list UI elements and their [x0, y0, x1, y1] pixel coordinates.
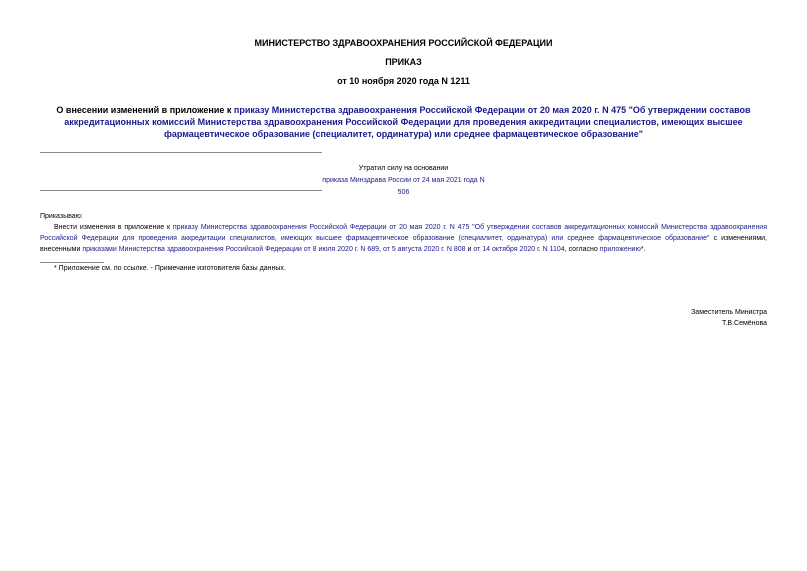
paragraph-link-808[interactable]: от 5 августа 2020 г. N 808: [382, 246, 466, 253]
subject-prefix: О внесении изменений в приложение к: [56, 105, 234, 115]
doc-subject: [40, 104, 767, 140]
paragraph-text: , согласно: [564, 246, 600, 253]
signature-block: [691, 307, 767, 329]
paragraph-link-appendix[interactable]: приложению: [599, 246, 641, 253]
divider-bottom: [40, 190, 322, 191]
doc-type: ПРИКАЗ: [385, 57, 422, 67]
paragraph-link-689[interactable]: приказами Министерства здравоохранения Российской Федерации от 8 июля 2020 г. N 689: [82, 246, 380, 253]
doc-date-number: от 10 ноября 2020 года N 1211: [337, 76, 470, 86]
signature-name: Т.В.Семёнова: [721, 320, 767, 327]
subject-link[interactable]: приказу Министерства здравоохранения Российской Федерации от 20 мая 2020 г. N 475 "Об утверждении составов аккредитационных комиссий Министерства здравоохранения Российской Федерации для проведения аккредитации специалистов, имеющих высшее фармацевтическое образование (специалитет, ординатура) или среднее фармацевтическое образование": [64, 105, 751, 139]
ministry-title: МИНИСТЕРСТВО ЗДРАВООХРАНЕНИЯ РОССИЙСКОЙ ФЕДЕРАЦИИ: [254, 38, 553, 48]
footnote: * Приложение см. по ссылке. - Примечание изготовителя базы данных.: [54, 265, 286, 272]
footnote-divider: [40, 262, 104, 263]
signature-title: Заместитель Министра: [691, 309, 767, 316]
paragraph-text: Внести изменения в приложение к: [54, 224, 173, 231]
status-note: [320, 163, 487, 199]
paragraph-text: ,: [379, 246, 383, 253]
order-word: Приказываю:: [40, 213, 83, 220]
status-note-link[interactable]: приказа Минздрава России от 24 мая 2021 года N 506: [322, 177, 485, 196]
order-paragraph: [40, 222, 767, 255]
divider-top: [40, 152, 322, 153]
paragraph-link-1104[interactable]: от 14 октября 2020 г. N 1104: [473, 246, 565, 253]
paragraph-text: и: [465, 246, 474, 253]
paragraph-text: с изменениями, внесенными: [40, 235, 767, 253]
paragraph-text: *.: [640, 246, 646, 253]
doc-body: [40, 211, 767, 255]
status-note-text: Утратил силу на основании: [358, 165, 449, 172]
paragraph-link-475[interactable]: приказу Министерства здравоохранения Российской Федерации от 20 мая 2020 г. N 475 "Об утверждении составов аккредитационных комиссий Министерства здравоохранения Российской Федерации для проведения аккредитации специалистов, имеющих высшее фармацевтическое образование (специалитет, ординатура) или среднее фармацевтическое образование": [40, 224, 768, 242]
